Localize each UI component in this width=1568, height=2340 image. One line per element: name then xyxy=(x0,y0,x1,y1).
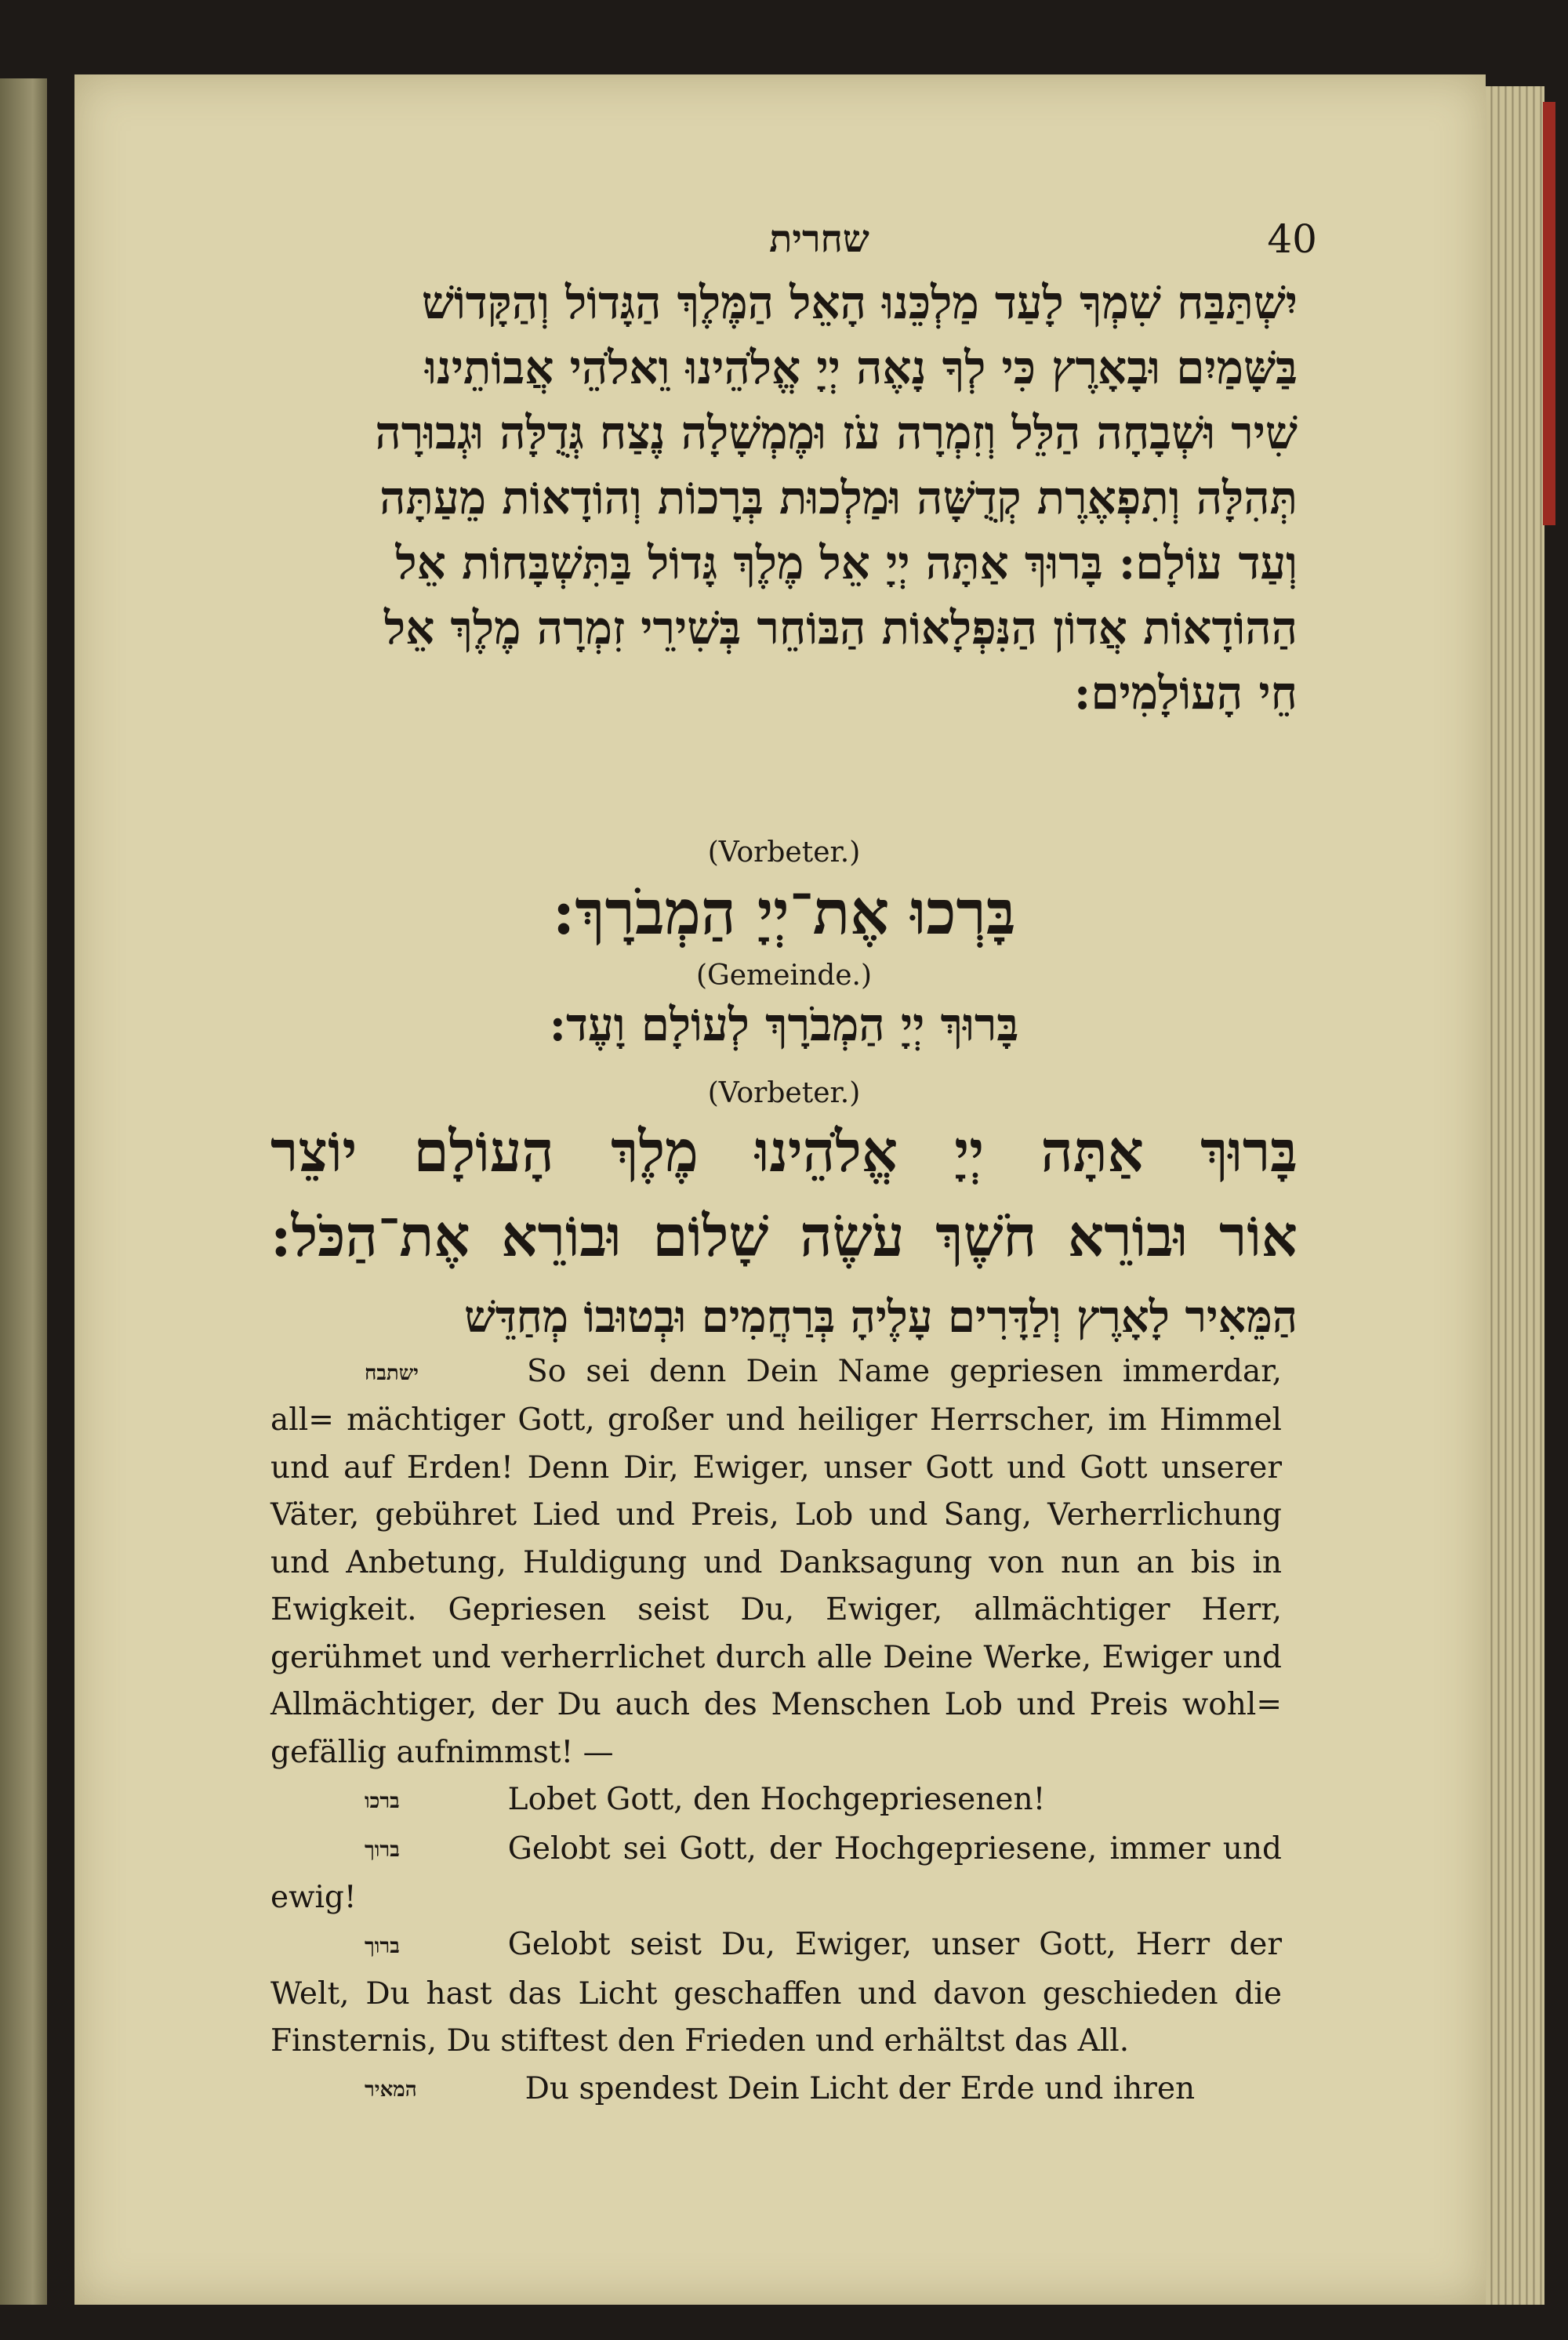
hebrew-marker: ברכו xyxy=(365,1790,400,1813)
hebrew-line: יִשְׁתַּבַּח שִׁמְךָ לָעַד מַלְכֵּנוּ הָאֵל הַמֶּלֶךְ הַגָּדוֹל וְהַקָּדוֹשׁ xyxy=(421,276,1298,329)
hebrew-line: שִׁיר וּשְׁבָחָה הַלֵּל וְזִמְרָה עֹז וּמֶמְשָׁלָה נֶצַח גְּדֻלָּה וּגְבוּרָה xyxy=(375,406,1298,459)
role-label-leader: (Vorbeter.) xyxy=(707,1077,861,1109)
german-translation xyxy=(270,1348,1282,2114)
red-bookmark-edge xyxy=(1543,102,1555,525)
translation-text: Du spendest Dein Licht der Erde und ihren xyxy=(524,2070,1196,2106)
translation-paragraph xyxy=(270,1776,1282,1825)
translation-text: So sei denn Dein Name gepriesen immerdar, all= mächtiger Gott, großer und heiliger Herrscher, im Himmel und auf Erden! Denn Dir, Ewiger, unser Gott und Gott unserer Väter, gebühret Lied und Preis, Lob und Sang, Verherrlichung und Anbetung, Huldigung und Danksagung von nun an bis in Ewigkeit. Gepriesen seist Du, Ewiger, allmächtiger Herr, gerühmet und verherrlichet durch alle Deine Werke, Ewiger und Allmächtiger, der Du auch des Menschen Lob und Preis wohl= gefällig aufnimmst! — xyxy=(270,1354,1282,1770)
translation-text: Gelobt sei Gott, der Hochgepriesene, immer und ewig! xyxy=(270,1830,1282,1915)
hebrew-marker: ברוך xyxy=(365,1935,400,1958)
book-page xyxy=(74,74,1486,2305)
hebrew-barchu: בָּרְכוּ אֶת־יְיָ הַמְבֹרָךְ: xyxy=(552,877,1016,949)
page-number: 40 xyxy=(1267,216,1317,262)
translation-paragraph xyxy=(270,1348,1282,1776)
hebrew-line: תְּהִלָּה וְתִפְאֶרֶת קְדֻשָּׁה וּמַלְכוּת בְּרָכוֹת וְהוֹדָאוֹת מֵעַתָּה xyxy=(379,471,1298,524)
hebrew-line: אוֹר וּבוֹרֵא חֹשֶׁךְ עֹשֶׂה שָׁלוֹם וּבוֹרֵא אֶת־הַכֹּל: xyxy=(270,1203,1298,1269)
role-label-leader: (Vorbeter.) xyxy=(707,836,861,869)
hebrew-line: בַּשָּׁמַיִם וּבָאָרֶץ כִּי לְךָ נָאֶה יְיָ אֱלֹהֵינוּ וֵאלֹהֵי אֲבוֹתֵינוּ xyxy=(425,341,1298,394)
translation-paragraph xyxy=(270,1826,1282,1922)
hebrew-yotzer-or xyxy=(270,1109,1298,1279)
role-label-congregation: (Gemeinde.) xyxy=(695,960,873,992)
hebrew-line: בָּרוּךְ אַתָּה יְיָ אֱלֹהֵינוּ מֶלֶךְ הָעוֹלָם יוֹצֵר xyxy=(270,1118,1298,1185)
hebrew-baruch-response: בָּרוּךְ יְיָ הַמְבֹרָךְ לְעוֹלָם וָעֶד: xyxy=(549,998,1019,1051)
left-page-edge xyxy=(0,78,47,2305)
page-content xyxy=(270,74,1317,2305)
hebrew-paragraph-yishtabach xyxy=(270,270,1298,726)
translation-paragraph xyxy=(270,1921,1282,2065)
hebrew-marker: ברוך xyxy=(365,1838,400,1863)
hebrew-marker: המאיר xyxy=(365,2078,417,2102)
translation-paragraph xyxy=(270,2066,1282,2114)
hebrew-line: וְעַד עוֹלָם: בָּרוּךְ אַתָּה יְיָ אֵל מֶלֶךְ גָּדוֹל בַּתִּשְׁבָּחוֹת אֵל xyxy=(395,536,1298,590)
translation-text: Gelobt seist Du, Ewiger, unser Gott, Herr der Welt, Du hast das Licht geschaffen und davon geschieden die Finsternis, Du stiftest den Frieden und erhältst das All. xyxy=(270,1927,1282,2059)
hebrew-marker: ישתבח xyxy=(365,1361,419,1385)
hebrew-line: חֵי הָעוֹלָמִים: xyxy=(1073,666,1298,720)
translation-text: Lobet Gott, den Hochgepriesenen! xyxy=(507,1782,1046,1818)
hebrew-line: הַהוֹדָאוֹת אֲדוֹן הַנִּפְלָאוֹת הַבּוֹחֵר בְּשִׁירֵי זִמְרָה מֶלֶךְ אֵל xyxy=(383,601,1298,655)
hebrew-hameir-line: הַמֵּאִיר לָאָרֶץ וְלַדָּרִים עָלֶיהָ בְּרַחֲמִים וּבְטוּבוֹ מְחַדֵּשׁ xyxy=(464,1291,1298,1343)
running-header: שחרית xyxy=(769,217,869,261)
